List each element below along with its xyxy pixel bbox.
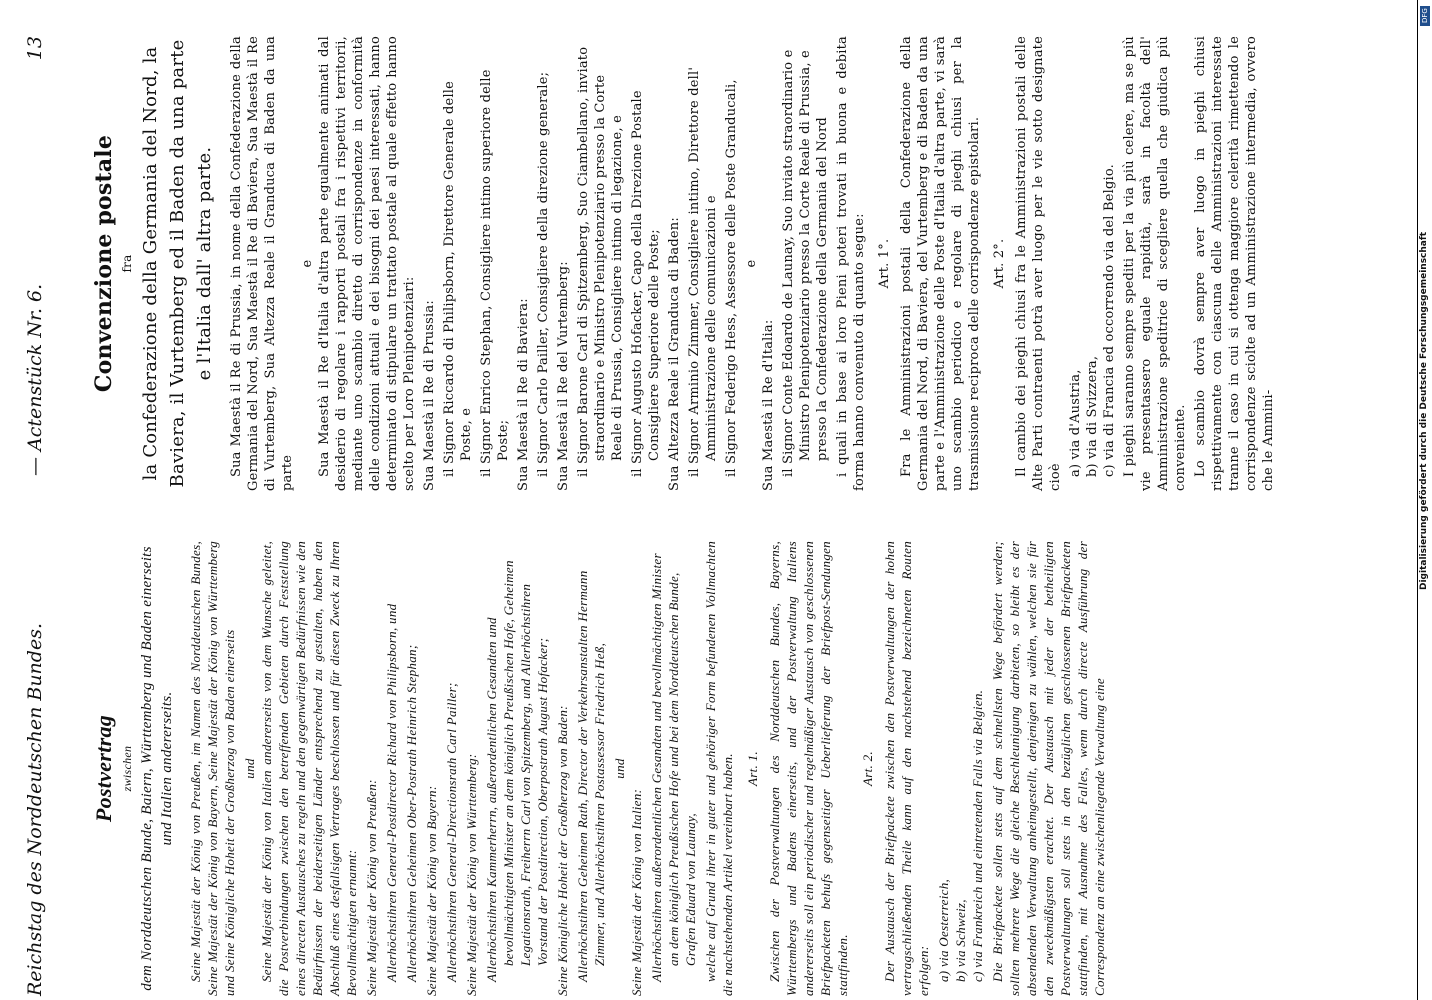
german-title: Postvertrag <box>91 714 116 823</box>
italian-preamble-2: Sua Maestà il Re d'Italia d'altra parte egualmente animati dal desiderio di regolare i rapporti postali fra i rispettivi territorii, mediante uno scambio diretto di corrispondenze in conformità delle condizioni attuali e dei bisogni dei paesi interessati, hanno determinato di stipulare un trattato postale al quale effetto hanno scelto per Loro Plenipotenziari: <box>317 36 417 491</box>
german-preamble-1: Seine Majestät der König von Preußen, im Namen des Norddeutschen Bundes, Seine Majestät der König von Bayern, Seine Majestät der König von Württemberg und Seine Königliche Hoheit der Großherzog von Baden einerseits <box>188 541 237 996</box>
italian-baden-delegate-2: il Signor Federigo Hess, Assessore delle Poste Granducali, <box>724 79 739 477</box>
german-route-b: b) via Schweiz, <box>953 899 968 982</box>
german-italy-delegate: Allerhöchstihren außerordentlichen Gesandten und bevollmächtigten Minister an dem königlich Preußischen Hofe und bei dem Norddeutschen Bunde, Grafen Eduard von Launay, <box>649 553 698 982</box>
german-prussia-heading: Seine Majestät der König von Preußen: <box>364 779 379 996</box>
italian-prussia-delegate-2: il Signor Enrico Stephan, Consigliere intimo superiore delle Poste; <box>479 69 511 477</box>
german-prussia-delegate-1: Allerhöchstihren General-Postdirector Richard von Philipsborn, und <box>384 603 399 982</box>
italian-article-2-text-2: I pieghi saranno sempre spediti per la via più celere, ma se più vie presentassero eguale rapidità, sarà in facoltà dell' Amministrazione speditrice di scegliere quella che giudica più conveniente. <box>1122 36 1188 491</box>
digitization-note: Digitalisierung gefördert durch die Deutsche Forschungsgemeinschaft <box>1419 231 1429 590</box>
german-article-2-heading: Art. 2. <box>860 751 875 786</box>
header-title: Reichstag des Norddeutschen Bundes. <box>24 623 46 996</box>
italian-article-2-heading: Art. 2°. <box>992 238 1007 289</box>
german-und-1: und <box>242 758 257 779</box>
italian-prussia-delegate-1: il Signor Riccardo di Philipsborn, Direttore Generale delle Poste, e <box>442 80 474 477</box>
german-article-1-heading: Art. 1. <box>745 751 760 786</box>
italian-title: Convenzione postale <box>91 134 117 393</box>
german-closing: welche auf Grund ihrer in guter und gehöriger Form befundenen Vollmachten die nachstehenden Artikel vereinbart haben. <box>703 541 735 996</box>
italian-baden-heading: Sua Altezza Reale il Granduca di Baden: <box>667 217 682 491</box>
italian-between: fra <box>120 254 134 273</box>
page-header <box>24 36 74 996</box>
italian-bavaria-heading: Sua Maestà il Re di Baviera: <box>516 298 531 491</box>
german-wurttemberg-delegates: Allerhöchstihren Kammerherrn, außerordentlichen Gesandten und bevollmächtigten Minister an dem königlich Preußischen Hofe, Geheimen Legationsrath, Freiherrn Carl von Spitzemberg, und Allerhöchstihren Vorstand der Postdirection, Oberpostrath August Hofacker; <box>484 560 550 982</box>
german-between: zwischen <box>120 745 134 792</box>
italian-article-1-text: Fra le Amministrazioni postali della Confederazione della Germania del Nord, di Baviera, del Vurtemberg e di Baden da una parte e l'Amministrazione delle Poste d'Italia d'altra parte, vi sarà uno scambio periodico e regolare di pieghi chiusi per la trasmissione reciproca delle corrispondenze epistolari. <box>899 36 982 491</box>
german-italy-heading: Seine Majestät der König von Italien: <box>629 788 644 996</box>
german-route-a: a) via Oesterreich, <box>936 878 951 982</box>
german-column <box>84 541 1111 996</box>
italian-column <box>84 36 1280 491</box>
italian-route-c: c) via di Francia ed occorrendo via del Belgio. <box>1102 163 1117 477</box>
german-baden-heading: Seine Königliche Hoheit der Großherzog von Baden: <box>555 705 570 996</box>
italian-e-2: e <box>744 259 759 268</box>
italian-wurttemberg-delegate-1: il Signor Barone Carl di Spitzemberg, Suo Ciambellano, inviato straordinario e Ministro Plenipotenziario presso la Corte Reale di Prussia, Consigliere intimo di legazione, e <box>576 46 625 477</box>
german-wurttemberg-heading: Seine Majestät der König von Württemberg: <box>464 753 479 996</box>
german-und-2: und <box>612 758 627 779</box>
german-bavaria-delegate: Allerhöchstihren General-Directionsrath Carl Pailler; <box>444 682 459 982</box>
italian-preamble-1: Sua Maestà il Re di Prussia, in nome della Confederazione della Germania del Nord, Sua Maestà il Re di Baviera, Sua Maestà il Re di Vurtemberg, Sua Altezza Reale il Granduca di Baden da una parte <box>229 36 295 491</box>
italian-route-b: b) via di Svizzera, <box>1085 355 1100 477</box>
german-article-1-text: Zwischen der Postverwaltungen des Norddeutschen Bundes, Bayerns, Württembergs und Badens einerseits, und der Postverwaltung Italiens andererseits soll ein periodischer und regelmäßiger Austausch von geschlossenen Briefpacketen behufs gegenseitiger Ueberlieferung der Briefpost-Sendungen stattfinden. <box>767 541 850 996</box>
italian-article-2-text: Il cambio dei pieghi chiusi fra le Amministrazioni postali delle Alte Parti contraenti potrà aver luogo per le vie sotto designate cioè <box>1014 36 1063 491</box>
german-preamble-2: Seine Majestät der König von Italien andererseits von dem Wunsche geleitet, die Postverbindungen zwischen den betreffenden Gebieten durch Feststellung eines directen Austausches zu regeln und den gegenwärtigen Bedürfnissen wie den Bedürfnissen der beiderseitigen Länder entsprechend zu gestalten, haben den Abschluß eines desfallsigen Vertrages beschlossen und für diesen Zweck zu Ihren Bevollmächtigten ernannt: <box>259 541 359 996</box>
digitization-margin-strip <box>1417 0 1432 1000</box>
italian-baden-delegate-1: il Signor Arminio Zimmer, Consigliere intimo, Direttore dell' Amministrazione delle comunicazioni e <box>687 66 719 477</box>
header-document-number: — Actenstück Nr. 6. <box>24 283 46 476</box>
italian-bavaria-delegate: il Signor Carlo Pailler, Consigliere della direzione generale; <box>536 71 551 477</box>
italian-closing: i quali in base ai loro Pieni poteri trovati in buona e debita forma hanno convenuto di quanto segue: <box>835 36 867 491</box>
german-subtitle: dem Norddeutschen Bunde, Baiern, Württemberg und Baden einerseits und Italien andererseits. <box>139 546 175 991</box>
german-bavaria-heading: Seine Majestät der König von Bayern: <box>424 785 439 996</box>
italian-wurttemberg-delegate-2: il Signor Augusto Hofacker, Capo della Direzione Postale Consigliere Superiore delle Poste; <box>630 90 662 477</box>
dfg-logo-badge: DFG <box>1420 6 1430 26</box>
german-article-2-text-2: Die Briefpackete sollen stets auf dem schnellsten Wege befördert werden; sollten mehrere Wege die gleiche Beschleunigung darbieten, so bleibt es der absendenden Verwaltung anheimgestellt, denjenigen zu wählen, welchen sie für den zweckmäßigsten erachtet. Der Austausch mit jeder der betheiligten Postverwaltungen soll stets in den bezüglichen geschlossenen Briefpacketen stattfinden, mit Ausnahme des Falles, wenn durch directe Ausführung der Correspondenz an eine zwischenliegende Verwaltung eine <box>990 541 1107 996</box>
italian-italy-delegate: il Signor Conte Edoardo de Launay, Suo inviato straordinario e Ministro Plenipotenziario presso la Corte Reale di Prussia, e presso la Confederazione della Germania del Nord <box>781 49 830 477</box>
italian-article-1-heading: Art. 1°. <box>877 238 892 289</box>
italian-article-2-text-3: Lo scambio dovrà sempre aver luogo in pieghi chiusi rispettivamente con ciascuna delle Amministrazioni interessate tranne il caso in cui si ottenga maggiore celerità rimettendo le corrispondenze sciolte ad un Amministrazione intermedia, ovvero che le Ammini- <box>1193 36 1276 491</box>
german-article-2-text: Der Austausch der Briefpackete zwischen den Postverwaltungen der hohen vertragschließenden Theile kann auf den nachstehend bezeichneten Routen erfolgen: <box>882 541 931 996</box>
page-number: 13 <box>24 36 46 61</box>
italian-route-a: a) via d'Austria, <box>1068 369 1083 477</box>
italian-wurttemberg-heading: Sua Maestà il Re del Vurtemberg: <box>556 261 571 491</box>
rotated-document-page <box>6 6 1386 996</box>
italian-prussia-heading: Sua Maestà il Re di Prussia: <box>422 300 437 491</box>
german-prussia-delegate-2: Allerhöchstihren Geheimen Ober-Postrath Heinrich Stephan; <box>404 644 419 982</box>
italian-subtitle: la Confederazione della Germania del Nord, la Baviera, il Vurtemberg ed il Baden da una parte e l'Italia dall' altra parte. <box>140 39 215 488</box>
german-route-c: c) via Frankreich und eintretenden Falls via Belgien. <box>970 689 985 982</box>
german-baden-delegates: Allerhöchstihren Geheimen Rath, Director der Verkehrsanstalten Hermann Zimmer, und Allerhöchstihren Postassessor Friedrich Heß, <box>575 570 607 982</box>
italian-italy-heading: Sua Maestà il Re d'Italia: <box>761 319 776 491</box>
italian-e-1: e <box>300 259 315 268</box>
